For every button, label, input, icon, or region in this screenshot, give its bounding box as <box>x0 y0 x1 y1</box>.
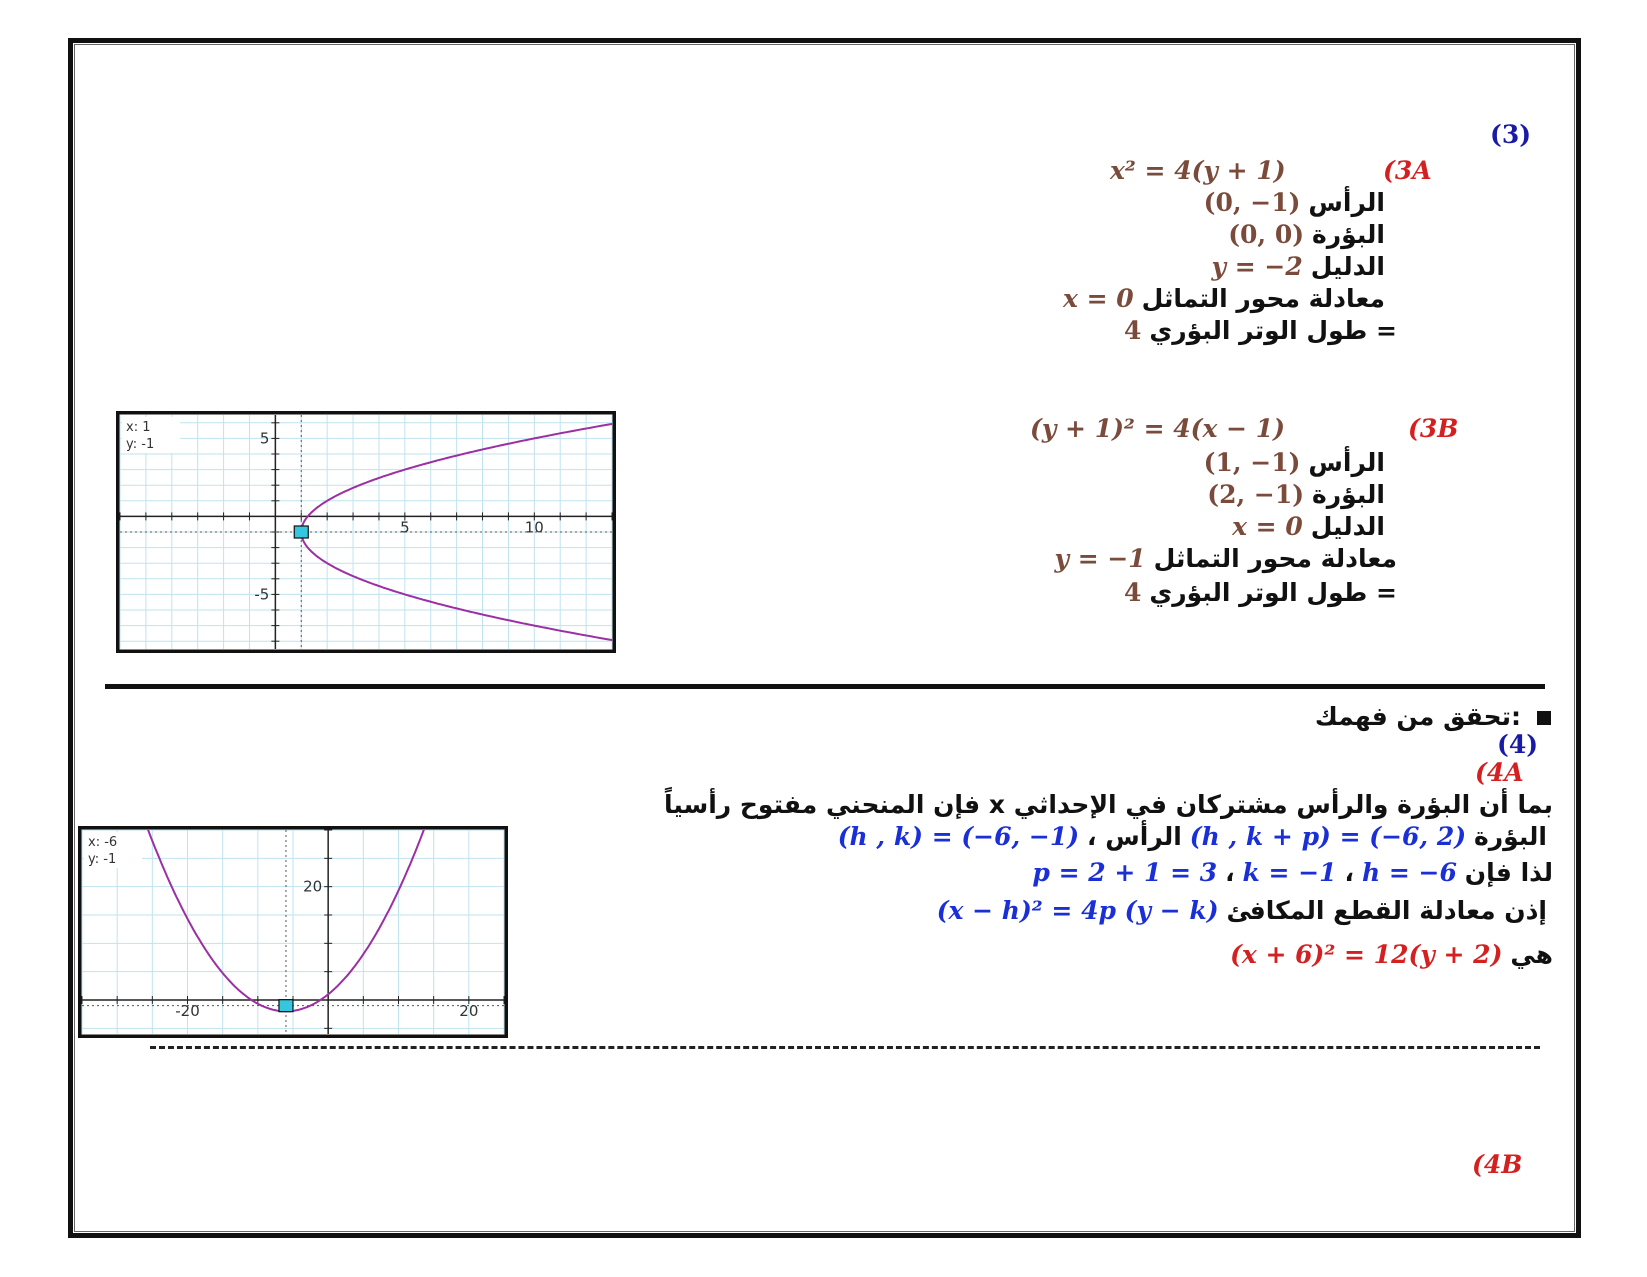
latus-value: 4 <box>1123 578 1142 607</box>
x-tick-label: 10 <box>524 518 544 537</box>
section3b-axis <box>1054 544 1397 574</box>
section3a-equation: x² = 4(y + 1) <box>1110 156 1286 185</box>
section3b-label: (3B <box>1408 414 1459 443</box>
focus-label: البؤرة <box>1312 480 1385 509</box>
sep-1: ، <box>1225 858 1235 887</box>
section4a-final <box>1230 940 1553 970</box>
section3-number: (3) <box>1490 120 1532 149</box>
section4-number: (4) <box>1497 730 1539 759</box>
latus-value: 4 <box>1123 316 1142 345</box>
section3a-latus <box>1124 316 1397 346</box>
vertex-eq: (h , k) = (−6, −1) <box>837 822 1080 851</box>
sep-2: ، <box>1344 858 1355 887</box>
vertex-label: الرأس <box>1308 188 1385 217</box>
eq-label: إذن معادلة القطع المكافئ <box>1226 896 1547 925</box>
section4a-values <box>1032 858 1553 888</box>
section4a-line1: بما أن البؤرة والرأس مشتركان في الإحداثي x فإن المنحني مفتوح رأسياً <box>664 790 1553 819</box>
section3a-vertex <box>1204 188 1385 218</box>
directrix-value: y = −2 <box>1211 252 1303 281</box>
vertex-value: (1, −1) <box>1203 448 1301 477</box>
dashed-divider <box>150 1046 1540 1049</box>
section-divider <box>105 684 1545 689</box>
section3b-latus <box>1124 578 1397 608</box>
h-value: h = −6 <box>1361 858 1457 887</box>
graph-4a <box>78 826 508 1038</box>
section3b-equation: (y + 1)² = 4(x − 1) <box>1030 414 1285 443</box>
focus-value: (0, 0) <box>1228 220 1305 249</box>
section4a-label: (4A <box>1475 758 1524 787</box>
axis-label: معادلة محور التماثل <box>1153 544 1397 573</box>
latus-label: طول الوتر البؤري = <box>1149 316 1397 345</box>
focus-value: (2, −1) <box>1207 480 1305 509</box>
y-tick-label: 5 <box>259 429 270 448</box>
is-label: هي <box>1510 940 1553 969</box>
check-understanding-heading <box>1315 702 1551 732</box>
y-tick-label: -5 <box>254 585 270 604</box>
graph-3b <box>116 411 616 653</box>
then-label: لذا فإن <box>1464 858 1553 887</box>
directrix-value: x = 0 <box>1232 512 1303 541</box>
focus-label: البؤرة <box>1312 220 1385 249</box>
x-tick-label: -20 <box>175 1002 200 1020</box>
section3b-directrix <box>1232 512 1385 542</box>
section4a-general <box>937 896 1547 926</box>
focus-eq: (h , k + p) = (−6, 2) <box>1189 822 1467 851</box>
readout-x: x: 1 <box>126 420 151 435</box>
cursor-marker <box>294 526 308 538</box>
p-value: p = 2 + 1 = 3 <box>1032 858 1218 887</box>
check-heading-text: تحقق من فهمك: <box>1314 702 1522 731</box>
section3a-directrix <box>1212 252 1386 282</box>
vertex-label: ، الرأس <box>1087 822 1182 851</box>
y-tick-label: 20 <box>303 877 323 896</box>
axis-label: معادلة محور التماثل <box>1141 284 1385 313</box>
focus-label: البؤرة <box>1474 822 1547 851</box>
axis-value: y = −1 <box>1054 544 1146 573</box>
latus-label: طول الوتر البؤري = <box>1149 578 1397 607</box>
square-bullet-icon <box>1537 711 1551 725</box>
x-tick-label: 20 <box>459 1002 479 1020</box>
readout-y: y: -1 <box>126 437 155 452</box>
readout-x: x: -6 <box>88 835 118 850</box>
k-value: k = −1 <box>1242 858 1337 887</box>
vertex-value: (0, −1) <box>1203 188 1301 217</box>
final-eq: (x + 6)² = 12(y + 2) <box>1230 940 1503 969</box>
readout-y: y: -1 <box>88 852 117 867</box>
general-eq: (x − h)² = 4p (y − k) <box>936 896 1219 925</box>
section3a-axis <box>1063 284 1385 314</box>
directrix-label: الدليل <box>1310 252 1385 281</box>
section3b-focus <box>1207 480 1385 510</box>
axis-value: x = 0 <box>1063 284 1134 313</box>
section4b-label: (4B <box>1472 1150 1523 1179</box>
x-tick-label: 5 <box>400 518 410 537</box>
vertex-label: الرأس <box>1308 448 1385 477</box>
section3b-vertex <box>1204 448 1385 478</box>
section3a-label: (3A <box>1383 156 1432 185</box>
directrix-label: الدليل <box>1310 512 1385 541</box>
section4a-focus-vertex <box>838 822 1547 852</box>
cursor-marker <box>279 1000 293 1012</box>
section3a-focus <box>1228 220 1385 250</box>
